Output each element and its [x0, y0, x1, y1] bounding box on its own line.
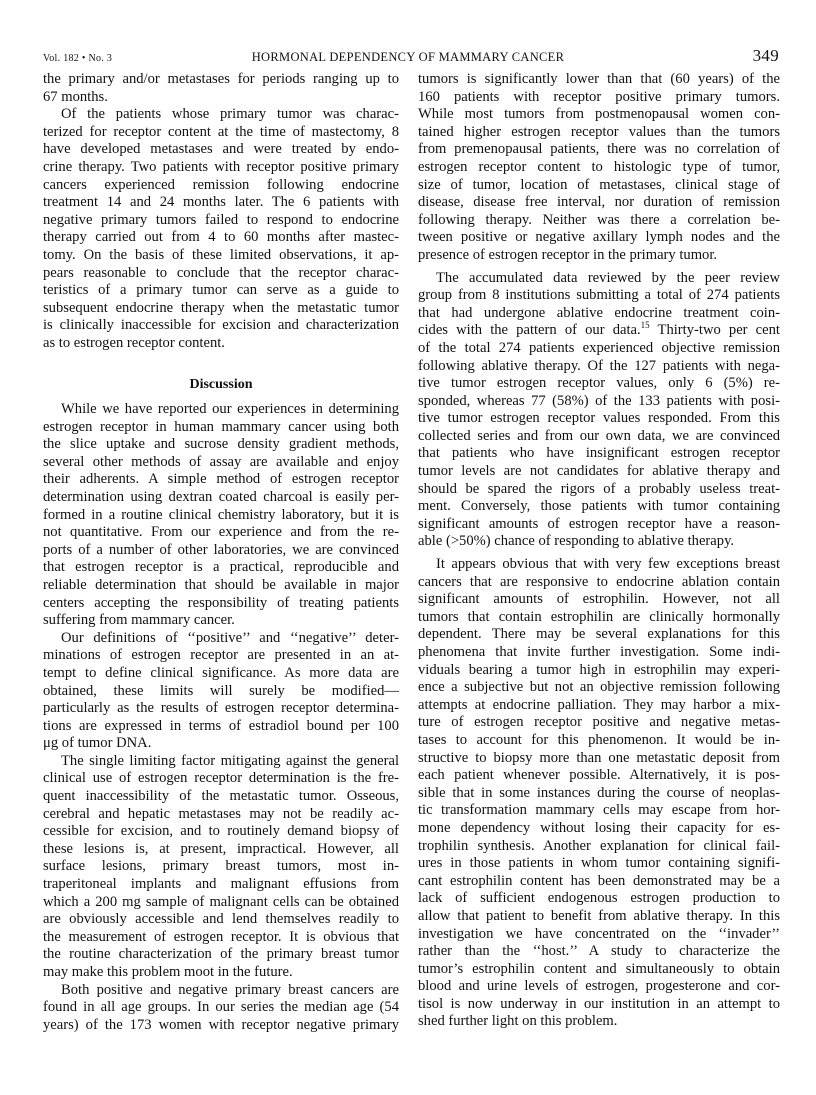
- page-number: 349: [752, 46, 779, 65]
- text-line: ment. Conversely, those patients with tumor containing: [418, 498, 780, 515]
- text-line: sponded, whereas 77 (58%) of the 133 patients with posi-: [418, 392, 780, 409]
- text-line: ures in those patients in whom tumor containing signifi-: [418, 855, 780, 872]
- text-line: subsequent endocrine therapy when the metastatic tumor: [43, 299, 399, 316]
- text-line: mone dependency without losing their capacity for es-: [418, 819, 780, 836]
- journal-volume: Vol. 182 • No. 3: [43, 53, 113, 64]
- text-fragment: cides with the pattern of our data.: [418, 322, 641, 339]
- text-line: terized for receptor content at the time of mastectomy, 8: [43, 123, 399, 140]
- text-line: tive tumor estrogen receptor values responded. From this: [418, 410, 780, 427]
- text-line: from premenopausal patients, there was no correlation of: [418, 141, 780, 158]
- text-line: shed further light on this problem.: [418, 1013, 618, 1030]
- text-line: pears reasonable to conclude that the receptor charac-: [43, 264, 399, 281]
- text-line: dependent. There may be several explanations for this: [418, 626, 780, 643]
- text-line: therapy carried out from 4 to 60 months after mastec-: [43, 229, 399, 246]
- text-line: the slice uptake and sucrose density gradient methods,: [43, 436, 399, 453]
- text-line: cant estrophilin content has been demonstrated may be a: [418, 872, 780, 889]
- text-line: lack of sufficient endogenous estrogen production to: [418, 890, 780, 907]
- text-line: Both positive and negative primary breast cancers are: [61, 981, 399, 998]
- text-line: estrogen receptor content to histologic type of tumor,: [418, 158, 780, 175]
- text-line: crine therapy. Two patients with receptor positive primary: [43, 158, 399, 175]
- text-line: the routine characterization of the primary breast tumor: [43, 946, 399, 963]
- text-line: tisol is now underway in our institution in an attempt to: [418, 995, 780, 1012]
- text-fragment: Thirty-two per cent: [649, 322, 780, 339]
- text-line: cessible for excision, and to routinely demand biopsy of: [43, 823, 399, 840]
- text-line: ports of a number of other laboratories, we are convinced: [43, 541, 399, 558]
- text-line: tempt to define clinical significance. As more data are: [43, 664, 399, 681]
- text-line: Our definitions of ‘‘positive’’ and ‘‘negative’’ deter-: [61, 629, 399, 646]
- right-column: [418, 71, 780, 1031]
- text-line: their adherents. A simple method of estrogen receptor: [43, 471, 399, 488]
- text-line: The accumulated data reviewed by the peer review: [436, 269, 780, 286]
- text-line: that patients who have insignificant estrogen receptor: [418, 445, 780, 462]
- text-line: cerebral and hepatic metastases may not be readily ac-: [43, 805, 399, 822]
- text-line: is clinically inaccessible for excision and characterization: [43, 317, 399, 334]
- text-line: centers accepting the responsibility of treating patients: [43, 594, 399, 611]
- text-line: ence a subjective but not an objective remission following: [418, 679, 780, 696]
- text-line: tases to account for this phenomenon. It would be in-: [418, 731, 780, 748]
- text-line: [418, 322, 780, 340]
- text-line: tumors that contain estrophilin are clinically hormonally: [418, 608, 780, 625]
- text-line: trophilin synthesis. Another explanation for clinical fail-: [418, 837, 780, 854]
- discussion-section: [43, 369, 399, 1034]
- text-line: the measurement of estrogen receptor. It is obvious that: [43, 928, 399, 945]
- paragraph: [43, 982, 399, 1035]
- section-heading: Discussion: [189, 377, 253, 392]
- text-line: found in all age groups. In our series the median age (54: [43, 999, 399, 1016]
- text-line: attempts at endocrine palliation. They may harbor a mix-: [418, 696, 780, 713]
- paragraph: [43, 71, 399, 106]
- text-line: not quantitative. From our experience and from the re-: [43, 524, 399, 541]
- text-line: estrogen receptor in human mammary cancer using both: [43, 418, 399, 435]
- text-line: tomy. On the basis of these limited observations, it ap-: [43, 246, 399, 263]
- text-line: ture of estrogen receptor positive and negative metas-: [418, 714, 780, 731]
- text-line: minations of estrogen receptor are presented in an at-: [43, 647, 399, 664]
- left-column: [43, 71, 399, 353]
- paragraph: [418, 556, 780, 1031]
- text-line: structive to biopsy more than one metastatic deposit from: [418, 749, 780, 766]
- text-line: traperitoneal implants and malignant effusions from: [43, 876, 399, 893]
- discussion-body: [43, 401, 399, 1034]
- text-line: negative primary tumors failed to respond to endocrine: [43, 211, 399, 228]
- text-line: tumors is significantly lower than that (60 years) of the: [418, 71, 780, 87]
- paragraph: [43, 753, 399, 982]
- text-line: tive tumor estrogen receptor values, only 6 (5%) re-: [418, 375, 780, 392]
- text-line: cancers experienced remission following endocrine: [43, 176, 399, 193]
- text-line: presence of estrogen receptor in the primary tumor.: [418, 246, 718, 263]
- text-line: μg of tumor DNA.: [43, 735, 152, 752]
- text-line: tumor’s estrophilin content and simultaneously to obtain: [418, 960, 780, 977]
- text-line: are obviously accessible and lend themselves readily to: [43, 911, 399, 928]
- text-line: of the total 274 patients experienced objective remission: [418, 339, 780, 356]
- text-line: years) of the 173 women with receptor negative primary: [43, 1016, 399, 1033]
- running-title: HORMONAL DEPENDENCY OF MAMMARY CANCER: [251, 50, 565, 64]
- paragraph: [43, 630, 399, 753]
- text-line: formed in a routine clinical chemistry laboratory, but it is: [43, 506, 399, 523]
- text-line: following ablative therapy. Of the 127 patients with nega-: [418, 357, 780, 374]
- text-line: these lesions is, at present, impractical. However, all: [43, 840, 399, 857]
- text-line: have developed metastases and were treated by endo-: [43, 141, 399, 158]
- text-line: The single limiting factor mitigating against the general: [61, 752, 399, 769]
- text-line: determination using dextran coated charcoal is easily per-: [43, 488, 399, 505]
- text-line: significant amounts of estrophilin. However, not all: [418, 591, 780, 608]
- text-line: several other methods of assay are available and enjoy: [43, 453, 399, 470]
- paragraph: [418, 71, 780, 265]
- text-line: able (>50%) chance of responding to ablative therapy.: [418, 533, 735, 550]
- text-line: collected series and from our own data, we are convinced: [418, 427, 780, 444]
- text-line: each patient whenever possible. Alternatively, it is pos-: [418, 767, 780, 784]
- text-line: rather than the ‘‘host.’’ A study to characterize the: [418, 943, 780, 960]
- text-line: tic transformation mammary cells may escape from hor-: [418, 802, 780, 819]
- text-line: viduals bearing a tumor high in estrophilin may experi-: [418, 661, 780, 678]
- text-line: that had undergone ablative endocrine treatment coin-: [418, 304, 780, 321]
- text-line: Of the patients whose primary tumor was charac-: [61, 106, 399, 123]
- text-line: phenomena that invite further investigation. Some indi-: [418, 644, 780, 660]
- text-line: tained higher estrogen receptor values than the tumors: [418, 123, 780, 140]
- text-line: should be spared the rigors of a probably useless treat-: [418, 480, 780, 497]
- text-line: While we have reported our experiences in determining: [61, 401, 399, 417]
- paragraph: [43, 401, 399, 630]
- text-line: 67 months.: [43, 88, 108, 105]
- text-line: It appears obvious that with very few exceptions breast: [436, 556, 780, 573]
- text-line: obtained, these limits will surely be modified—: [43, 682, 399, 699]
- text-line: reliable determination that should be available in major: [43, 576, 399, 593]
- paragraph: [418, 270, 780, 552]
- text-line: tumor levels are not candidates for ablative therapy and: [418, 463, 780, 480]
- text-line: group from 8 institutions submitting a total of 274 patients: [418, 287, 780, 304]
- text-line: size of tumor, location of metastases, clinical stage of: [418, 176, 780, 193]
- text-line: clinical use of estrogen receptor determination is the fre-: [43, 770, 399, 787]
- text-line: that estrogen receptor is a practical, reproducible and: [43, 559, 399, 576]
- text-line: suffering from mammary cancer.: [43, 612, 235, 629]
- text-line: which a 200 mg sample of malignant cells can be obtained: [43, 893, 399, 910]
- text-line: teristics of a primary tumor can serve as a guide to: [43, 282, 399, 299]
- text-line: quent inaccessibility of the metastatic tumor. Osseous,: [43, 788, 399, 805]
- text-line: may make this problem moot in the future.: [43, 964, 293, 980]
- text-line: blood and urine levels of estrogen, progesterone and cor-: [418, 978, 780, 995]
- text-line: particularly as the results of estrogen receptor determina-: [43, 700, 399, 717]
- text-line: following therapy. Neither was there a correlation be-: [418, 211, 780, 228]
- text-line: 160 patients with receptor positive primary tumors.: [418, 88, 780, 105]
- footnote-reference: 15: [640, 320, 650, 331]
- text-line: cancers that are responsive to endocrine ablation contain: [418, 573, 780, 590]
- text-line: as to estrogen receptor content.: [43, 334, 225, 351]
- text-line: tions are expressed in terms of estradiol bound per 100: [43, 717, 399, 734]
- text-line: tween positive or negative axillary lymph nodes and the: [418, 229, 780, 246]
- text-line: investigation we have concentrated on the ‘‘invader’’: [418, 925, 780, 942]
- paragraph: [43, 106, 399, 352]
- text-line: the primary and/or metastases for periods ranging up to: [43, 71, 399, 87]
- text-line: disease, disease free interval, nor duration of remission: [418, 194, 780, 211]
- text-line: While most tumors from postmenopausal women con-: [418, 106, 780, 123]
- text-line: treatment 14 and 24 months later. The 6 patients with: [43, 194, 399, 211]
- text-line: sible that in some instances during the course of neoplas-: [418, 784, 780, 801]
- text-line: surface lesions, primary breast tumors, most in-: [43, 858, 399, 875]
- text-line: allow that patient to benefit from ablative therapy. In this: [418, 907, 780, 924]
- text-line: significant amounts of estrogen receptor have a reason-: [418, 515, 780, 532]
